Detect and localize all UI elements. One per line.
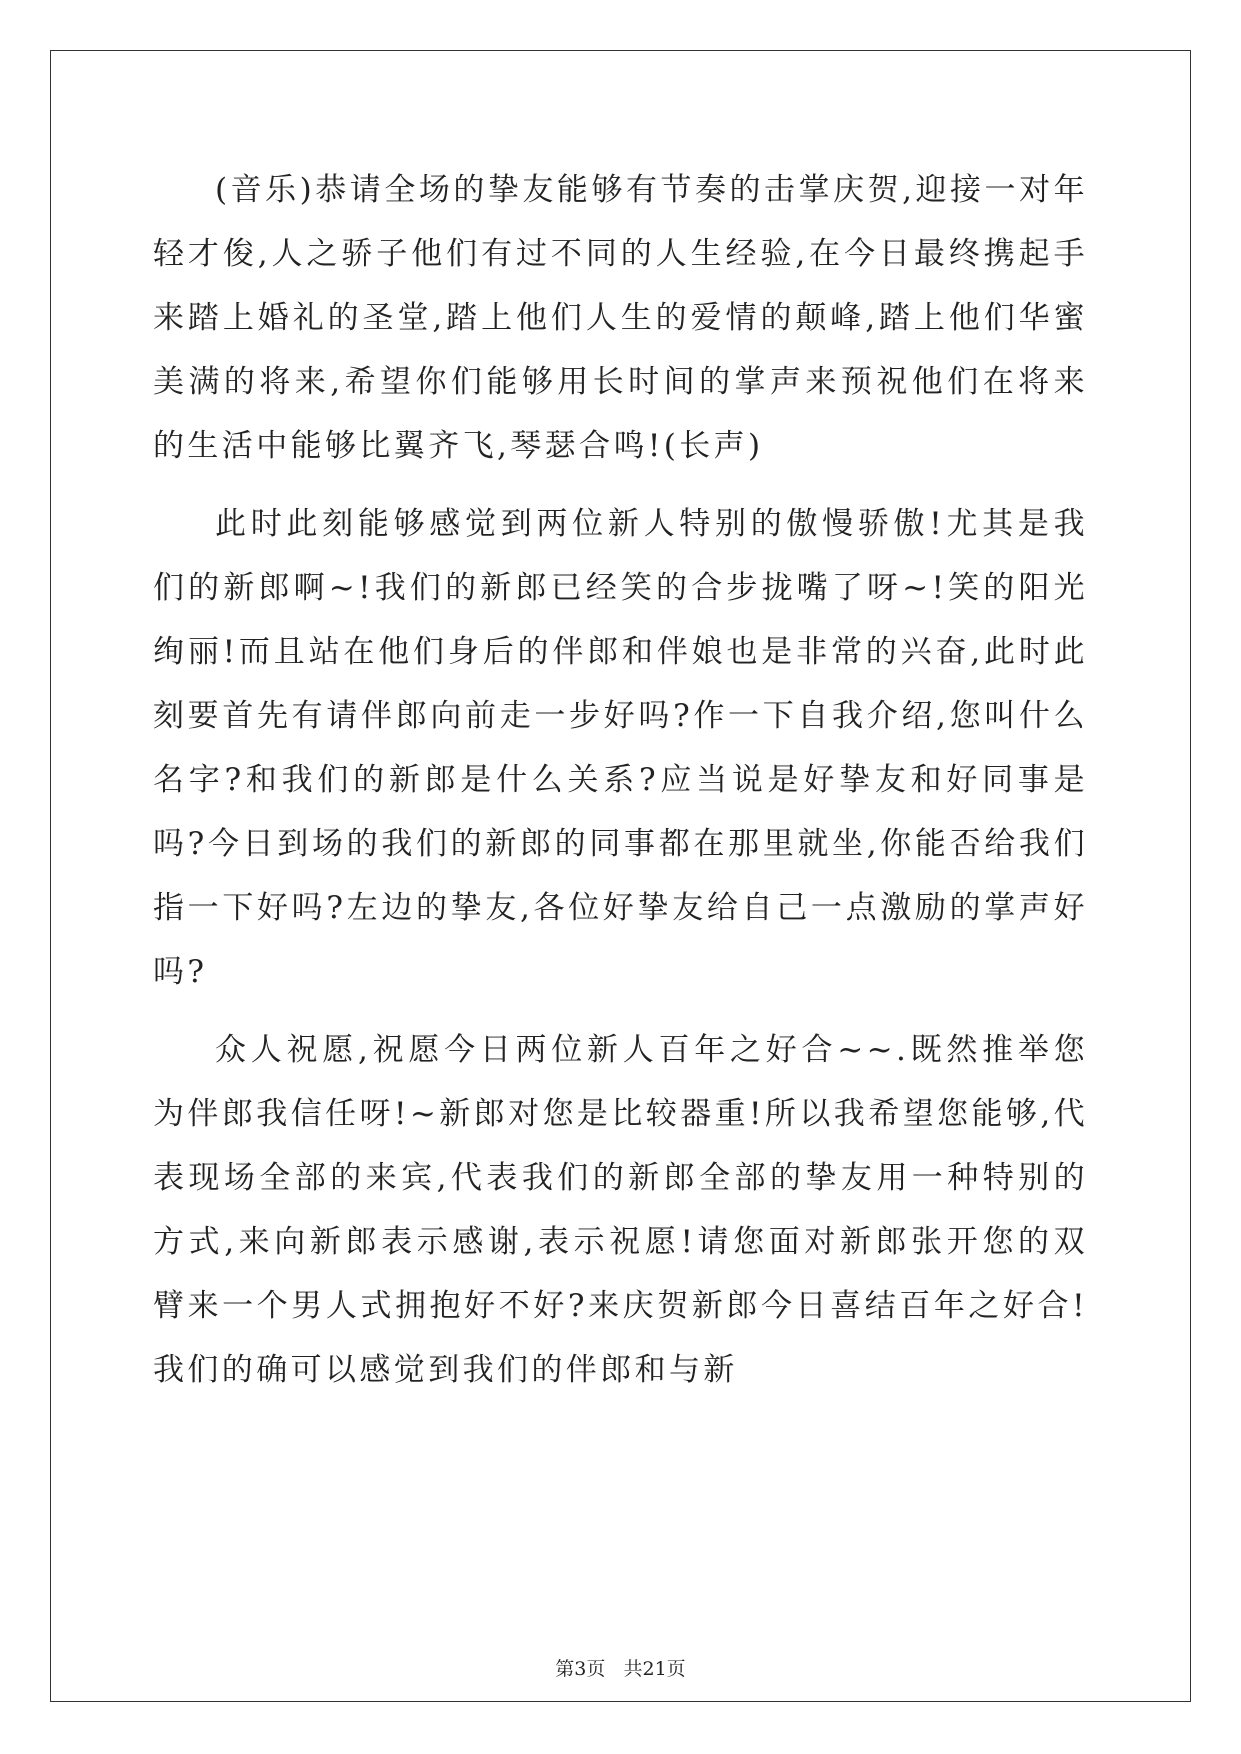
page-number-footer: 第3页 共21页 xyxy=(555,1658,686,1680)
document-body xyxy=(153,158,1088,1416)
paragraph-1: (音乐)恭请全场的挚友能够有节奏的击掌庆贺,迎接一对年轻才俊,人之骄子他们有过不同的人生经验,在今日最终携起手来踏上婚礼的圣堂,踏上他们人生的爱情的颠峰,踏上他们华蜜美满的将来,希望你们能够用长时间的掌声来预祝他们在将来的生活中能够比翼齐飞,琴瑟合鸣!(长声) xyxy=(153,172,1088,464)
paragraph-2: 此时此刻能够感觉到两位新人特别的傲慢骄傲!尤其是我们的新郎啊~!我们的新郎已经笑的合步拢嘴了呀~!笑的阳光绚丽!而且站在他们身后的伴郎和伴娘也是非常的兴奋,此时此刻要首先有请伴郎向前走一步好吗?作一下自我介绍,您叫什么名字?和我们的新郎是什么关系?应当说是好挚友和好同事是吗?今日到场的我们的新郎的同事都在那里就坐,你能否给我们指一下好吗?左边的挚友,各位好挚友给自己一点激励的掌声好吗? xyxy=(153,506,1088,990)
paragraph-3: 众人祝愿,祝愿今日两位新人百年之好合~~.既然推举您为伴郎我信任呀!~新郎对您是比较器重!所以我希望您能够,代表现场全部的来宾,代表我们的新郎全部的挚友用一种特别的方式,来向新郎表示感谢,表示祝愿!请您面对新郎张开您的双臂来一个男人式拥抱好不好?来庆贺新郎今日喜结百年之好合!我们的确可以感觉到我们的伴郎和与新 xyxy=(153,1032,1088,1388)
